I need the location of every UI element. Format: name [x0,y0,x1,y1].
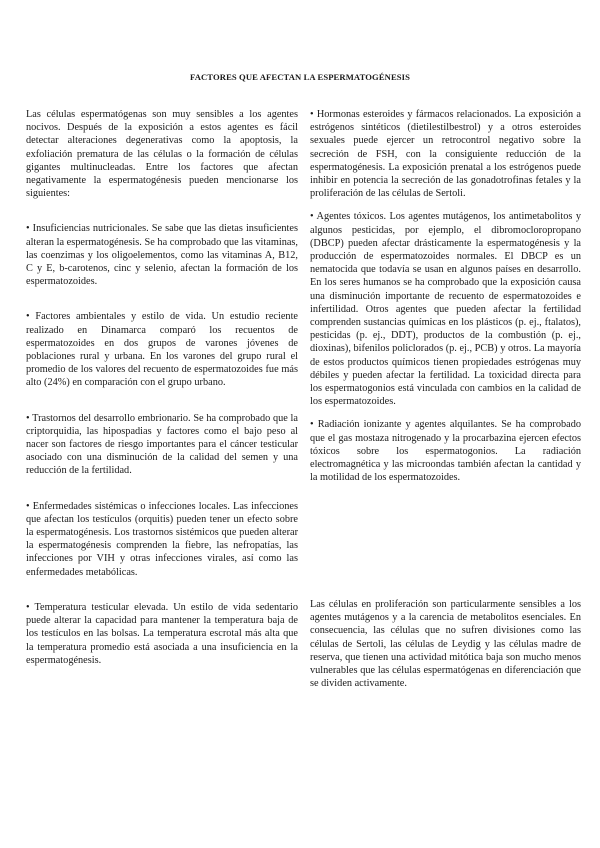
right-column [310,108,581,494]
nutrition-paragraph: • Insuficiencias nutricionales. Se sabe que las dietas insuficientes alteran la espermatogénesis. Se ha comprobado que las vitaminas, las coenzimas y los oligoelementos, como las vitaminas A, B12, C y E, b-carotenos, cinc y selenio, afectan la formación de los espermatozoides. [26,223,298,288]
right-column-lower [310,598,581,700]
hormones-paragraph: • Hormonas esteroides y fármacos relacionados. La exposición a estrógenos sintéticos (dietilestilbestrol) y a otros esteroides sexuales puede ejercer un retrocontrol negativo sobre la secreción de FSH, con la consiguiente reducción de la espermatogénesis. La exposición prenatal a los estrógenos puede inhibir en potencia la secreción de las gonadotrofinas fetales y la proliferación de las células de Sertoli. [310,109,581,200]
radiation-paragraph: • Radiación ionizante y agentes alquilantes. Se ha comprobado que el gas mostaza nitrogenado y la procarbazina ejercen efectos tóxicos sobre los espermatogonios. La radiación electromagnética y las microondas también afectan la cantidad y la motilidad de los espermatozoides. [310,419,581,484]
embryonic-paragraph: • Trastornos del desarrollo embrionario. Se ha comprobado que la criptorquidia, las hipospadias y factores como el bajo peso al nacer son factores de riesgo importantes para el cáncer testicular asociado con una disminución de la calidad del semen y una reducción de la fertilidad. [26,412,298,477]
toxic-agents-paragraph: • Agentes tóxicos. Los agentes mutágenos, los antimetabolitos y algunos pesticidas, por ejemplo, el dibromocloropropano (DBCP) pueden afectar drásticamente la espermatogénesis y la producción de espermatozoides normales. El DBCP es un nematocida que todavía se usan en algunos países en desarrollo. En los seres humanos se ha comprobado que la exposición causa una disminución importante de recuento de espermatozoides e infertilidad. Otros agentes que pueden afectar la fertilidad comprenden sustancias químicas en los plásticos (p. ej., ftalatos), pesticidas (p. ej., DDT), productos de la combustión (p. ej., dioxinas), bifenilos policlorados (p. ej., PCB) y otros. La mayoría de estos productos químicos tienen propiedades estrógenas muy débiles y pueden afectar la fertilidad. La toxicidad directa para los espermatogonios está vinculada con cambios en la calidad de los espermatozoides. [310,211,581,408]
left-column [26,108,298,689]
intro-paragraph: Las células espermatógenas son muy sensibles a los agentes nocivos. Después de la exposición a estos agentes es fácil detectar alteraciones degenerativas como la apoptosis, la exfoliación prematura de las células o la formación de células gigantes multinucleadas. Entre los factores que afectan negativamente la espermatogénesis pueden mencionarse los siguientes: [26,109,298,200]
temperature-paragraph: • Temperatura testicular elevada. Un estilo de vida sedentario puede alterar la capacidad para mantener la temperatura baja de los testículos en las bolsas. La temperatura escrotal más alta que la temperatura promedio está asociada a una insuficiencia en la espermatogénesis. [26,601,298,666]
page-title: FACTORES QUE AFECTAN LA ESPERMATOGÉNESIS [189,72,410,82]
environment-paragraph: • Factores ambientales y estilo de vida. Un estudio reciente realizado en Dinamarca comparó los recuentos de espermatozoides en dos grupos de varones jóvenes de poblaciones rural y urbana. En los varones del grupo rural el promedio de los valores del recuento de espermatozoides fue más alto (24%) en comparación con el grupo urbano. [26,311,298,389]
systemic-disease-paragraph: • Enfermedades sistémicas o infecciones locales. Las infecciones que afectan los testículos (orquitis) pueden tener un efecto sobre la espermatogénesis. Los trastornos sistémicos que pueden alterar la espermatogénesis comprenden la fiebre, las nefropatías, las infecciones por VIH y otras infecciones virales, así como las enfermedades metabólicas. [26,500,298,578]
proliferation-paragraph: Las células en proliferación son particularmente sensibles a los agentes mutágenos y a la carencia de metabolitos esenciales. En consecuencia, las células que no sufren divisiones como las células de Sertoli, las células de Leydig y las células madre de reserva, que tienen una actividad mitótica baja son mucho menos vulnerables que las células espermatógenas en diferenciación que se dividen activamente. [310,599,581,690]
